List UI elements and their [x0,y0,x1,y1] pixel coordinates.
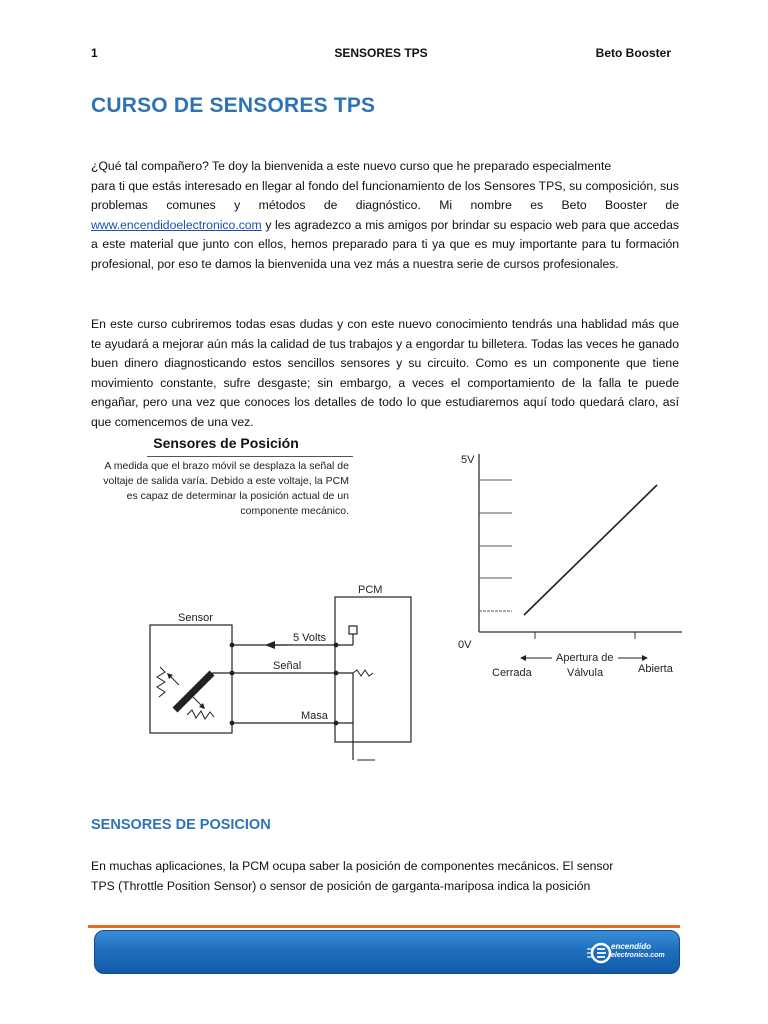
x-label-open: Abierta [638,663,673,675]
logo-text-line-2: electronico.com [611,952,665,959]
terminal-voltage-pcm [334,643,339,648]
x-arrowhead-right [642,655,648,661]
sensor-circuit-diagram [95,584,383,765]
website-link[interactable]: www.encendidoelectronico.com [91,217,262,232]
tps-signal-line [524,485,657,615]
section-paragraph-line-1: En muchas aplicaciones, la PCM ocupa saber la posición de componentes mecánicos. El sensor [91,859,614,873]
sensor-label: Sensor [178,612,213,624]
x-arrowhead-left [520,655,526,661]
sensor-box [150,625,232,733]
y-label-top: 5V [461,454,475,466]
header-title: SENSORES TPS [334,46,428,60]
terminal-ground-pcm [334,721,339,726]
section-paragraph-line-2: TPS (Throttle Position Sensor) o sensor de posición de garganta-mariposa indica la posición [91,878,591,893]
intro-body [91,177,679,275]
voltage-arrow [265,641,275,649]
section-title: SENSORES DE POSICION [91,817,271,833]
x-label-closed: Cerrada [492,667,532,679]
intro-text-before-link: para ti que estás interesado en llegar al fondo del funcionamiento de los Sensores TPS, su composición, sus problemas comunes y métodos de diagnóstico. Mi nombre es Beto Booster de [91,178,679,212]
course-paragraph-text: En este curso cubriremos todas esas dudas y con este nuevo conocimiento tendrás una hablidad más que te ayudará a mejorar aún más la calidad de tus trabajos y a engordar tu billetera. Todas las veces he ganado buen dinero diagnosticando estos sencillos sensores y su circuito. Como es un componente que tiene movimiento constante, sufre desgaste; sin embargo, a veces el comportamiento de la falla te puede engañar, pero una vez que conoces los detalles de todo lo que estudiaremos aquí todo quedará claro, así que comencemos de una vez. [91,317,679,429]
volts-label: 5 Volts [293,632,327,644]
pcm-box [335,597,411,742]
document-title: CURSO DE SENSORES TPS [91,94,376,117]
y-label-bottom: 0V [458,639,472,651]
page-header [91,46,671,62]
signal-label: Señal [273,660,302,672]
wiper-arm [175,673,212,710]
terminal-ground-sensor [230,721,235,726]
footer-orange-line [88,925,680,928]
x-label-opening-1: Apertura de [556,652,614,664]
course-paragraph [91,315,679,432]
sensor-resistor-left [157,667,165,697]
intro-line-1: ¿Qué tal compañero? Te doy la bienvenida a este nuevo curso que he preparado especialmente [91,159,612,173]
logo-icon [587,938,611,968]
ground-label: Masa [301,710,328,722]
figure-caption: A medida que el brazo móvil se desplaza la señal de voltaje de salida varía. Debido a este voltaje, la PCM es capaz de determinar la posición actual de un componente mecánico. [103,460,349,517]
logo-e-mark [597,949,606,957]
pcm-reference-terminal [349,626,357,634]
pcm-label: PCM [358,584,383,596]
figure-title: Sensores de Posición [153,435,299,451]
x-label-opening-2: Válvula [567,667,604,679]
intro-text-after-link: y les agradezco a mis amigos por brindar su espacio web para que accedas a este material que junto con ellos, hemos preparado para ti ya que es muy importante para tu formación profesional, por eso te damos la bienvenida una vez más a nuestra serie de cursos profesionales. [91,217,679,271]
terminal-signal-pcm [334,671,339,676]
section-paragraph [91,857,679,896]
logo-text-line-1: encendido [611,942,652,951]
position-sensor-figure [95,435,383,765]
footer-banner [94,930,680,974]
figure-title-rule [147,456,353,457]
footer-logo[interactable] [587,938,667,968]
pcm-resistor [353,670,373,676]
header-author: Beto Booster [595,46,671,60]
terminal-voltage-sensor [230,643,235,648]
voltage-graph-svg [450,448,690,688]
intro-paragraph [91,157,679,274]
tps-voltage-graph [450,448,690,688]
page-number: 1 [91,46,98,60]
sensor-resistor-bottom [187,710,214,719]
